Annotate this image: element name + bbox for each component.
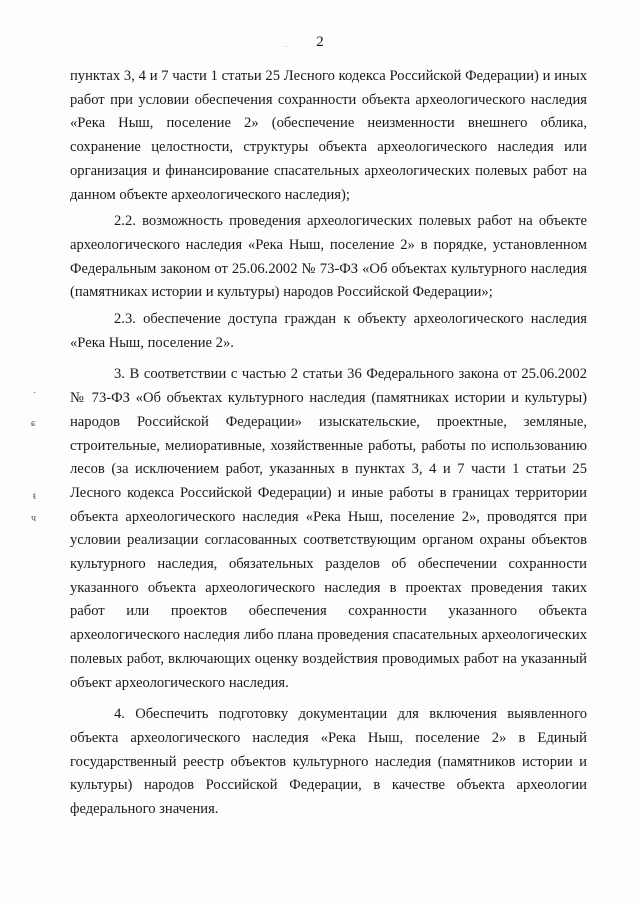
scan-mark: ч	[31, 513, 37, 524]
scan-mark: ·	[33, 388, 37, 399]
paragraph-2-2: 2.2. возможность проведения археологических полевых работ на объекте археологического наследия «Река Ныш, поселение 2» в порядке, установленном Федеральным законом от 25.06.2002 № 73-ФЗ «Об объектах культурного наследия (памятниках истории и культуры) народов Российской Федерации»;	[70, 213, 587, 301]
paragraph-3: 3. В соответствии с частью 2 статьи 36 Федерального закона от 25.06.2002 № 73-ФЗ «Об объектах культурного наследия (памятниках истории и культуры) народов Российской Федерации» изыскательские, проектные, земляные, строительные, мелиоративные, хозяйственные работы, работы по использованию лесов (за исключением работ, указанных в пунктах 3, 4 и 7 части 1 статьи 25 Лесного кодекса Российской Федерации) и иные работы в границах территории объекта археологического наследия «Река Ныш, поселение 2», проводятся при условии реализации согласованных соответствующим органом охраны объектов культурного наследия, обязательных разделов об обеспечении сохранности указанного объекта археологического наследия в проектах проведения таких работ или проектов обеспечения сохранности указанного объекта археологического наследия либо плана проведения спасательных археологических полевых работ, включающих оценку воздействия проводимых работ на указанный объект археологического наследия.	[70, 366, 587, 691]
paragraph-4: 4. Обеспечить подготовку документации для включения выявленного объекта археологического наследия «Река Ныш, поселение 2» в Единый государственный реестр объектов культурного наследия (памятников истории и культуры) народов Российской Федерации, в качестве объекта археологии федерального значения.	[70, 706, 587, 818]
scan-mark: .	[285, 40, 287, 49]
scan-mark: ŧ	[33, 491, 36, 502]
paragraph-continuation: пунктах 3, 4 и 7 части 1 статьи 25 Лесного кодекса Российской Федерации) и иных работ при условии обеспечения сохранности объекта археологического наследия «Река Ныш, поселение 2» (обеспечение неизменности внешнего облика, сохранение целостности, структуры объекта археологического наследия или организация и финансирование спасательных археологических полевых работ на данном объекте археологического наследия);	[70, 68, 587, 203]
scan-mark: ɕ	[31, 418, 36, 429]
paragraph-2-3: 2.3. обеспечение доступа граждан к объекту археологического наследия «Река Ныш, поселение 2».	[70, 311, 587, 351]
document-body	[70, 65, 587, 822]
page-number: 2	[316, 34, 324, 50]
